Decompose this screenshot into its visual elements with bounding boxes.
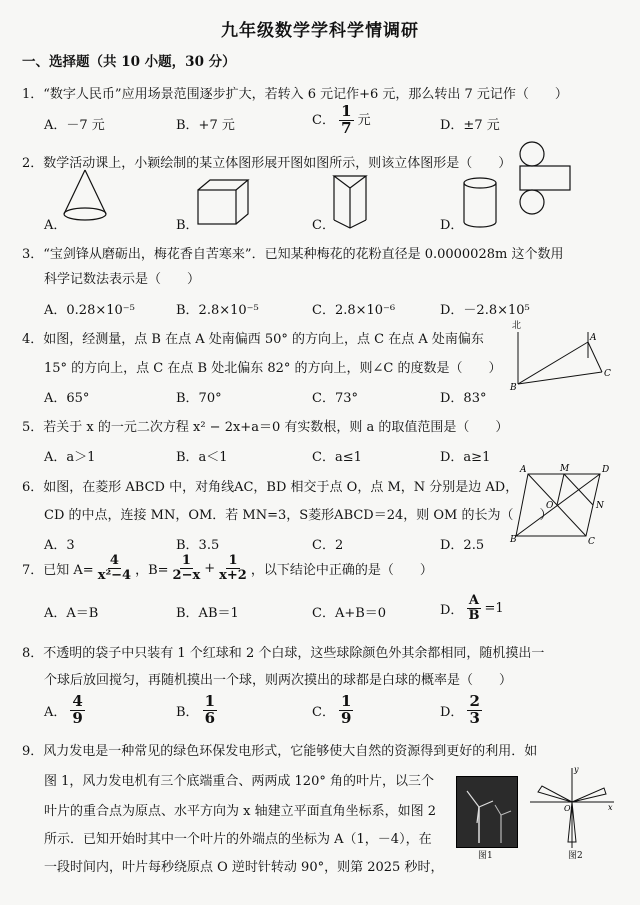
q5-option-c[interactable]: C．a≤1 xyxy=(312,450,362,465)
figure-1-caption: 图1 xyxy=(478,851,493,861)
q8-b-fraction xyxy=(203,694,217,727)
q1-option-d[interactable]: D．±7 元 xyxy=(440,118,500,133)
q7-b2-numerator: 1 xyxy=(228,553,238,568)
q7-b1-numerator: 1 xyxy=(181,553,191,568)
question-2-stem: 2．数学活动课上，小颖绘制的某立体图形展开图如图所示，则该立体图形是（ ） xyxy=(22,156,512,171)
rhombus-d-label: D xyxy=(602,465,610,475)
cylinder-shape xyxy=(462,176,502,232)
axis-y-label: y xyxy=(574,765,579,774)
q7-b-prefix: ，B= xyxy=(135,562,169,578)
q8-a-numerator: 4 xyxy=(72,692,83,710)
question-9-line4: 所示．已知开始时其中一个叶片的外端点的坐标为 A（1，－4），在 xyxy=(44,832,432,847)
north-label: 北 xyxy=(512,321,522,331)
net-diagram xyxy=(517,140,577,216)
question-9-line1: 9．风力发电是一种常见的绿色环保发电形式，它能够使大自然的资源得到更好的利用．如 xyxy=(22,744,538,759)
q3-option-c[interactable]: C．2.8×10⁻⁶ xyxy=(312,303,396,318)
q5-option-a[interactable]: A．a＞1 xyxy=(44,450,96,465)
bearing-diagram xyxy=(510,318,610,392)
triangular-prism-shape xyxy=(330,170,380,230)
q4-option-b[interactable]: B．70° xyxy=(176,391,222,406)
q2-option-b[interactable]: B． xyxy=(176,218,199,233)
q3-option-d[interactable]: D．－2.8×10⁵ xyxy=(440,303,530,318)
q1-option-c-label: C． xyxy=(312,112,335,128)
q7-d-denominator: B xyxy=(468,607,480,623)
question-9-line2: 图 1，风力发电机有三个底端重合、两两成 120° 角的叶片，以三个 xyxy=(44,774,434,789)
question-4-stem-line2: 15° 的方向上，点 C 在点 B 处北偏东 82° 的方向上，则∠C 的度数是（ ） xyxy=(44,361,502,376)
axis-x-label: x xyxy=(608,803,613,812)
q6-option-a[interactable]: A．3 xyxy=(44,538,75,553)
q8-a-fraction xyxy=(70,694,84,727)
rhombus-m-label: M xyxy=(560,464,570,474)
question-5-stem: 5．若关于 x 的一元二次方程 x² − 2x+a＝0 有实数根，则 a 的取值范围是（ ） xyxy=(22,420,509,435)
q8-b-numerator: 1 xyxy=(204,692,215,710)
q7-d-numerator: A xyxy=(468,593,479,608)
question-6-stem-line2: CD 的中点，连接 MN，OM．若 MN=3，S菱形ABCD＝24，则 OM 的长为（ ） xyxy=(44,508,553,523)
q3-option-b[interactable]: B．2.8×10⁻⁵ xyxy=(176,303,259,318)
question-8-stem-line2: 个球后放回搅匀，再随机摸出一个球，则两次摸出的球都是白球的概率是（ ） xyxy=(44,673,513,688)
cube-shape xyxy=(196,178,252,228)
q7-d-suffix: =1 xyxy=(484,600,504,616)
q1-c-numerator: 1 xyxy=(341,102,352,120)
q5-option-b[interactable]: B．a＜1 xyxy=(176,450,228,465)
point-b-label: B xyxy=(510,383,517,393)
q7-a-fraction xyxy=(96,554,133,582)
question-9-line5: 一段时间内，叶片每秒绕原点 O 逆时针转动 90°，则第 2025 秒时， xyxy=(44,860,444,875)
q7-b2-denominator: x+2 xyxy=(219,567,247,583)
turbine-silhouette xyxy=(457,777,517,847)
question-3-stem-line2: 科学记数法表示是（ ） xyxy=(44,272,201,287)
page-title: 九年级数学学科学情调研 xyxy=(221,21,419,41)
q7-d-label: D． xyxy=(440,602,464,618)
question-4-stem-line1: 4．如图，经测量，点 B 在点 A 处南偏西 50° 的方向上，点 C 在点 A 处南偏东 xyxy=(22,332,484,347)
q1-option-a[interactable]: A．－7 元 xyxy=(44,118,105,133)
point-a-label: A xyxy=(590,333,597,343)
q6-option-b[interactable]: B．3.5 xyxy=(176,538,220,553)
cone-shape xyxy=(60,168,110,228)
q8-c-denominator: 9 xyxy=(340,708,352,727)
q8-option-d[interactable] xyxy=(440,694,482,727)
q6-option-d[interactable]: D．2.5 xyxy=(440,538,485,553)
section-heading: 一、选择题（共 10 小题，30 分） xyxy=(22,54,236,70)
origin-label: O xyxy=(564,804,571,813)
question-3-stem-line1: 3．“宝剑锋从磨砺出，梅花香自苦寒来”．已知某种梅花的花粉直径是 0.0000028m 这个数用 xyxy=(22,247,564,262)
q7-a-denominator: x²−4 xyxy=(97,567,132,583)
wind-blade-coordinate-figure xyxy=(528,762,618,852)
q6-option-c[interactable]: C．2 xyxy=(312,538,344,553)
rhombus-o-label: O xyxy=(546,501,554,511)
q7-a-numerator: 4 xyxy=(109,553,119,568)
q1-option-c-unit: 元 xyxy=(357,112,371,128)
q8-c-numerator: 1 xyxy=(340,692,352,710)
question-6-stem-line1: 6．如图，在菱形 ABCD 中，对角线AC，BD 相交于点 O，点 M，N 分别是边 AD， xyxy=(22,480,519,495)
q8-c-label: C． xyxy=(312,704,335,720)
q7-option-c[interactable]: C．A+B＝0 xyxy=(312,606,387,621)
q1-option-b[interactable]: B．+7 元 xyxy=(176,118,235,133)
question-9-line3: 叶片的重合点为原点、水平方向为 x 轴建立平面直角坐标系，如图 2 xyxy=(44,804,436,819)
q8-d-label: D． xyxy=(440,704,464,720)
point-c-label: C xyxy=(604,369,611,379)
q8-a-label: A． xyxy=(44,704,67,720)
q2-option-a[interactable]: A． xyxy=(44,218,67,233)
q7-option-b[interactable]: B．AB＝1 xyxy=(176,606,239,621)
question-7-stem xyxy=(22,554,433,582)
q8-option-b[interactable] xyxy=(176,694,217,727)
q1-option-c-fraction xyxy=(339,104,353,137)
q8-d-fraction xyxy=(467,694,481,727)
q8-option-c[interactable] xyxy=(312,694,353,727)
q4-option-c[interactable]: C．73° xyxy=(312,391,358,406)
q2-option-d[interactable]: D． xyxy=(440,218,464,233)
q8-option-a[interactable] xyxy=(44,694,85,727)
q7-suffix: ，以下结论中正确的是（ ） xyxy=(250,562,433,578)
question-8-stem-line1: 8．不透明的袋子中只装有 1 个红球和 2 个白球，这些球除颜色外其余都相同，随机摸出一 xyxy=(22,646,545,661)
q7-plus: + xyxy=(204,560,216,576)
rhombus-b-label: B xyxy=(510,535,517,545)
q8-a-denominator: 9 xyxy=(72,708,83,727)
rhombus-a-label: A xyxy=(520,465,527,475)
figure-2-caption: 图2 xyxy=(568,851,583,861)
q8-c-fraction xyxy=(339,694,353,727)
q7-b1-denominator: 2−x xyxy=(172,567,201,583)
rhombus-c-label: C xyxy=(588,537,595,547)
q1-c-denominator: 7 xyxy=(341,118,352,137)
q7-prefix: 7．已知 A= xyxy=(22,562,94,578)
q8-b-label: B． xyxy=(176,704,199,720)
q8-b-denominator: 6 xyxy=(204,708,215,727)
q3-option-a[interactable]: A．0.28×10⁻⁵ xyxy=(44,303,135,318)
question-1-stem: 1．“数字人民币”应用场景范围逐步扩大，若转入 6 元记作+6 元，那么转出 7 元记作（ ） xyxy=(22,87,568,102)
q7-option-a[interactable]: A．A＝B xyxy=(44,606,99,621)
q8-d-numerator: 2 xyxy=(469,692,480,710)
q7-b-fraction-1 xyxy=(171,554,203,582)
q7-b-fraction-2 xyxy=(217,554,249,582)
q4-option-a[interactable]: A．65° xyxy=(44,391,90,406)
q5-option-d[interactable]: D．a≥1 xyxy=(440,450,491,465)
q1-option-c[interactable] xyxy=(312,104,371,137)
wind-turbine-photo xyxy=(456,776,518,848)
q7-option-d[interactable] xyxy=(440,594,504,622)
q8-d-denominator: 3 xyxy=(469,708,480,727)
rhombus-n-label: N xyxy=(596,501,604,511)
rhombus-diagram xyxy=(510,462,610,547)
q4-option-d[interactable]: D．83° xyxy=(440,391,487,406)
q2-option-c[interactable]: C． xyxy=(312,218,335,233)
q7-d-fraction xyxy=(466,594,481,622)
